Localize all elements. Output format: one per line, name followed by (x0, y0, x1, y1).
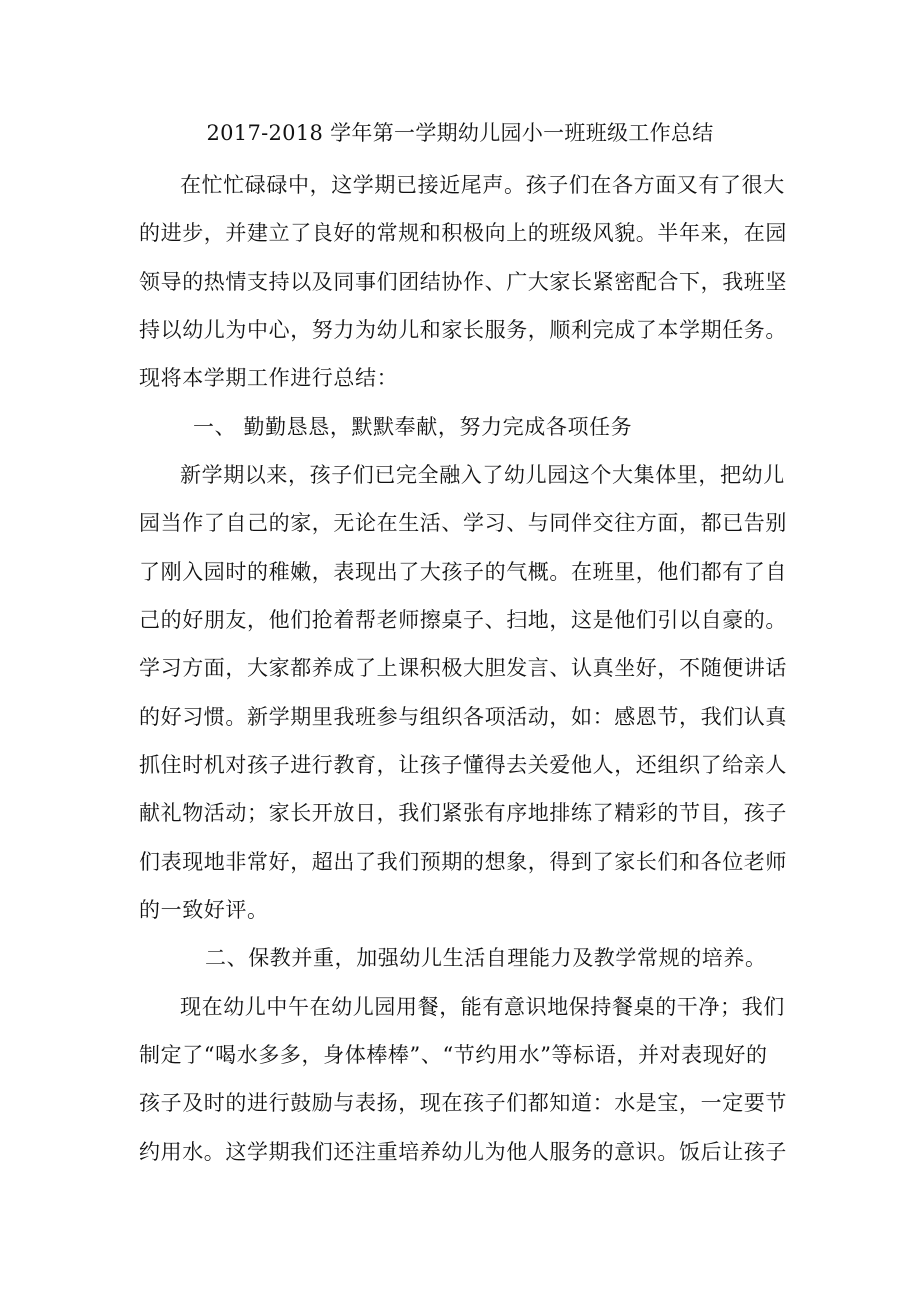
paragraph-line: 园当作了自己的家，无论在生活、学习、与同伴交往方面，都已告别 (139, 511, 787, 535)
paragraph-line: 领导的热情支持以及同事们团结协作、广大家长紧密配合下，我班坚 (139, 270, 787, 294)
paragraph-line: 孩子及时的进行鼓励与表扬，现在孩子们都知道：水是宝，一定要节 (139, 1091, 787, 1115)
paragraph-line: 学习方面，大家都养成了上课积极大胆发言、认真坐好，不随便讲话 (139, 656, 787, 680)
paragraph-line: 的好习惯。新学期里我班参与组织各项活动，如：感恩节，我们认真 (139, 705, 787, 729)
paragraph-line: 现将本学期工作进行总结： (139, 366, 399, 390)
paragraph-line: 了刚入园时的稚嫩，表现出了大孩子的气概。在班里，他们都有了自 (139, 560, 787, 584)
paragraph-line: 抓住时机对孩子进行教育，让孩子懂得去关爱他人，还组织了给亲人 (139, 753, 787, 777)
paragraph-line: 持以幼儿为中心，努力为幼儿和家长服务，顺利完成了本学期任务。 (139, 318, 787, 342)
paragraph-line: 己的好朋友，他们抢着帮老师擦桌子、扫地，这是他们引以自豪的。 (139, 608, 787, 632)
paragraph-line: 的一致好评。 (139, 898, 269, 922)
paragraph-line: 在忙忙碌碌中，这学期已接近尾声。孩子们在各方面又有了很大 (180, 173, 785, 197)
document-title: 2017-2018 学年第一学期幼儿园小一班班级工作总结 (206, 121, 714, 145)
paragraph-line: 约用水。这学期我们还注重培养幼儿为他人服务的意识。饭后让孩子 (139, 1140, 787, 1164)
paragraph-line: 制定了“喝水多多，身体棒棒”、“节约用水”等标语，并对表现好的 (139, 1043, 768, 1067)
paragraph-line: 献礼物活动；家长开放日，我们紧张有序地排练了精彩的节目，孩子 (139, 801, 787, 825)
paragraph-line: 现在幼儿中午在幼儿园用餐，能有意识地保持餐桌的干净；我们 (180, 995, 785, 1019)
section-heading-2: 二、保教并重，加强幼儿生活自理能力及教学常规的培养。 (205, 946, 767, 970)
paragraph-line: 的进步，并建立了良好的常规和积极向上的班级风貌。半年来，在园 (139, 221, 787, 245)
paragraph-line: 新学期以来，孩子们已完全融入了幼儿园这个大集体里，把幼儿 (180, 463, 785, 487)
section-heading-1: 一、 勤勤恳恳，默默奉献，努力完成各项任务 (193, 415, 633, 439)
paragraph-line: 们表现地非常好，超出了我们预期的想象，得到了家长们和各位老师 (139, 850, 787, 874)
